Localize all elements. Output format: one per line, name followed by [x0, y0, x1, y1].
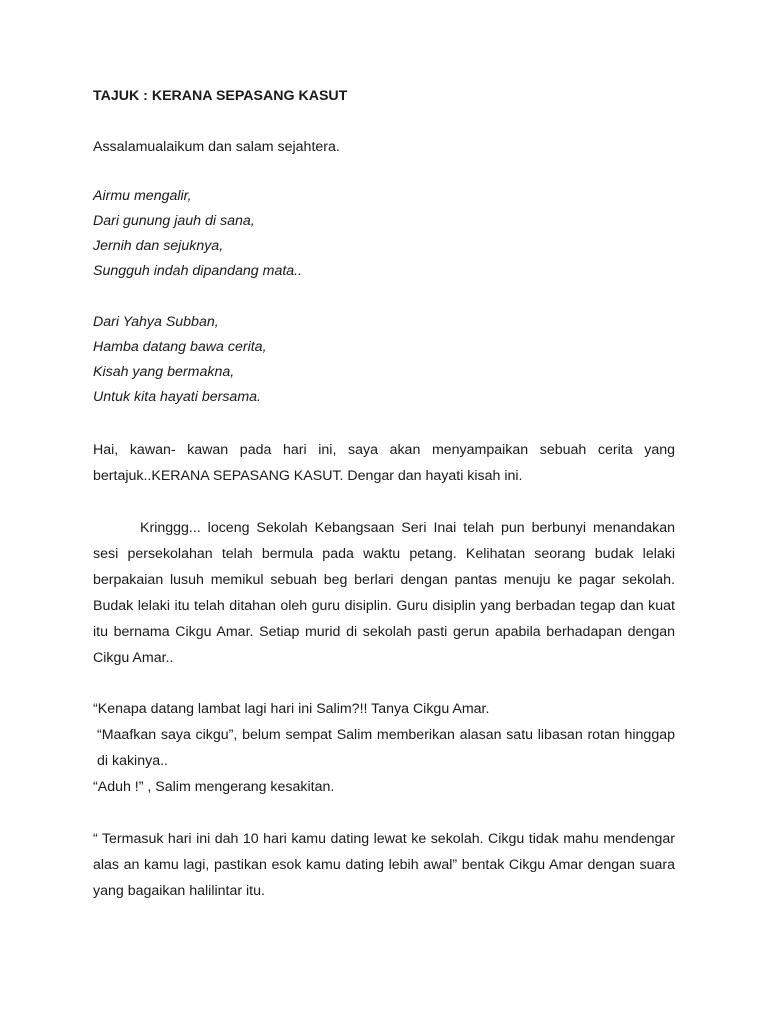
- pantun-stanza-2: [93, 310, 675, 410]
- dialog-line: “Kenapa datang lambat lagi hari ini Salim?!! Tanya Cikgu Amar.: [93, 701, 490, 717]
- pantun-line: Dari gunung jauh di sana,: [93, 213, 255, 229]
- pantun-line: Sungguh indah dipandang mata..: [93, 263, 303, 279]
- document-body: [93, 86, 675, 904]
- pantun-line: Airmu mengalir,: [93, 188, 192, 204]
- story-paragraph: Kringgg... loceng Sekolah Kebangsaan Seri Inai telah pun berbunyi menandakan sesi persekolahan telah bermula pada waktu petang. Kelihatan seorang budak lelaki berpakaian lusuh memikul sebuah beg berlari dengan pantas menuju ke pagar sekolah. Budak lelaki itu telah ditahan oleh guru disiplin. Guru disiplin yang berbadan tegap dan kuat itu bernama Cikgu Amar. Setiap murid di sekolah pasti gerun apabila berhadapan dengan Cikgu Amar..: [93, 520, 675, 666]
- dialog-line: “Aduh !” , Salim mengerang kesakitan.: [93, 779, 335, 795]
- pantun-line: Untuk kita hayati bersama.: [93, 389, 261, 405]
- document-title: TAJUK : KERANA SEPASANG KASUT: [93, 88, 348, 104]
- pantun-line: Dari Yahya Subban,: [93, 314, 219, 330]
- pantun-line: Kisah yang bermakna,: [93, 364, 235, 380]
- pantun-line: Hamba datang bawa cerita,: [93, 339, 267, 355]
- pantun-line: Jernih dan sejuknya,: [93, 238, 224, 254]
- pantun-stanza-1: [93, 184, 675, 284]
- closing-paragraph: “ Termasuk hari ini dah 10 hari kamu dating lewat ke sekolah. Cikgu tidak mahu mendengar alas an kamu lagi, pastikan esok kamu dating lebih awal” bentak Cikgu Amar dengan suara yang bagaikan halilintar itu.: [93, 831, 675, 899]
- intro-paragraph: Hai, kawan- kawan pada hari ini, saya akan menyampaikan sebuah cerita yang bertajuk..KERANA SEPASANG KASUT. Dengar dan hayati kisah ini.: [93, 442, 675, 484]
- greeting-line: Assalamualaikum dan salam sejahtera.: [93, 139, 340, 155]
- dialog-line: “Maafkan saya cikgu”, belum sempat Salim memberikan alasan satu libasan rotan hinggap di kakinya..: [97, 727, 675, 769]
- dialog-block: [93, 696, 675, 800]
